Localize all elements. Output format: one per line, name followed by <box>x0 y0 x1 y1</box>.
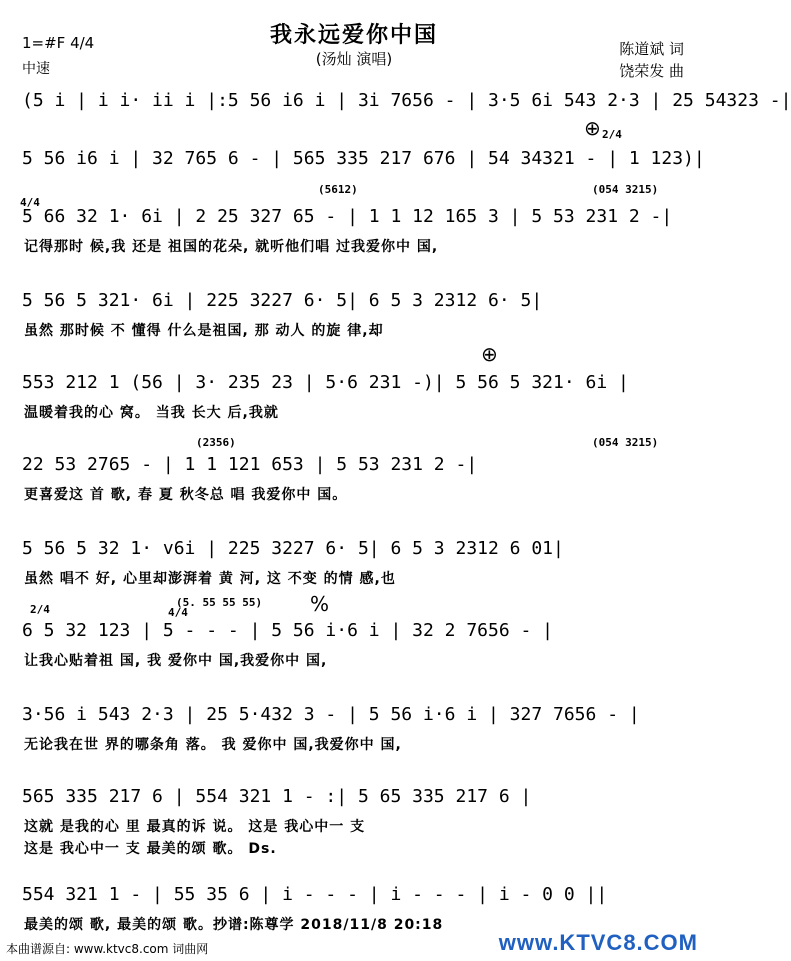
score-row-10-lyrics: 这就 是我的心 里 最真的诉 说。 这是 我心中一 支 <box>24 819 366 835</box>
composer-credit: 饶荣发 曲 <box>619 62 684 80</box>
lyricist-credit: 陈道斌 词 <box>619 40 684 58</box>
segno-sign: % <box>310 592 330 616</box>
score-row-4-lyrics: 虽然 那时候 不 懂得 什么是祖国, 那 动人 的旋 律,却 <box>24 323 384 339</box>
score-row-8-notes: 6 5 32 123 | 5 - - - | 5 56 i·6 i | 32 2 7656 - | <box>22 620 554 641</box>
score-row-9-notes: 3·56 i 543 2·3 | 25 5·432 3 - | 5 56 i·6 i | 327 7656 - | <box>22 704 640 725</box>
score-row-3-notes: 5 66 32 1· 6i | 2 25 327 65 - | 1 1 12 165 3 | 5 53 231 2 -| <box>22 206 673 227</box>
annotation-intro-b: (054 3215) <box>592 183 659 196</box>
score-row-9-lyrics: 无论我在世 界的哪条角 落。 我 爱你中 国,我爱你中 国, <box>24 737 402 753</box>
score-row-3-lyrics: 记得那时 候,我 还是 祖国的花朵, 就听他们唱 过我爱你中 国, <box>24 239 439 255</box>
score-row-11-lyrics: 最美的颂 歌, 最美的颂 歌。抄谱:陈尊学 2018/11/8 20:18 <box>24 917 444 933</box>
annotation-mid-a: (2356) <box>196 436 236 449</box>
tempo-marking: 中速 <box>22 61 50 77</box>
score-row-7-lyrics: 虽然 唱不 好, 心里却澎湃着 黄 河, 这 不变 的情 感,也 <box>24 571 396 587</box>
coda-sign-2: ⊕ <box>481 342 498 366</box>
score-row-10-notes: 565 335 217 6 | 554 321 1 - :| 5 65 335 217 6 | <box>22 786 532 807</box>
source-footer: 本曲谱源自: www.ktvc8.com 词曲网 <box>6 942 209 956</box>
score-row-6-lyrics: 更喜爱这 首 歌, 春 夏 秋冬总 唱 我爱你中 国。 <box>24 487 348 503</box>
score-row-8-lyrics: 让我心贴着祖 国, 我 爱你中 国,我爱你中 国, <box>24 653 328 669</box>
score-row-5-lyrics: 温暖着我的心 窝。 当我 长大 后,我就 <box>24 405 279 421</box>
score-row-11-notes: 554 321 1 - | 55 35 6 | i - - - | i - - - | i - 0 0 || <box>22 884 608 905</box>
score-row-6-notes: 22 53 2765 - | 1 1 121 653 | 5 53 231 2 -| <box>22 454 478 475</box>
annotation-bridge: (5. 55 55 55) <box>176 596 263 609</box>
watermark-logo: www.KTVC8.COM <box>498 930 698 955</box>
score-row-2-notes: 5 56 i6 i | 32 765 6 - | 565 335 217 676 | 54 34321 - | 1 123)| <box>22 148 705 169</box>
time-signature-2-4-a: 2/4 <box>602 128 622 141</box>
time-signature-4-4-b: 4/4 <box>168 606 188 619</box>
score-row-1-notes: (5 i | i i· ii i |:5 56 i6 i | 3i 7656 - | 3·5 6i 543 2·3 | 25 54323 -| <box>22 90 791 111</box>
page-title: 我永远爱你中国 <box>269 23 438 48</box>
score-row-7-notes: 5 56 5 32 1· v6i | 225 3227 6· 5| 6 5 3 2312 6 01| <box>22 538 564 559</box>
key-signature: 1=#F 4/4 <box>22 34 95 52</box>
annotation-mid-b: (054 3215) <box>592 436 659 449</box>
time-signature-2-4-b: 2/4 <box>30 603 50 616</box>
annotation-intro-a: (5612) <box>318 183 358 196</box>
score-row-10-lyrics-verse2: 这是 我心中一 支 最美的颂 歌。 Ds. <box>24 841 277 857</box>
coda-sign-1: ⊕ <box>584 116 601 140</box>
page-subtitle: (汤灿 演唱) <box>315 50 393 68</box>
score-row-5-notes: 553 212 1 (56 | 3· 235 23 | 5·6 231 -)| 5 56 5 321· 6i | <box>22 372 629 393</box>
time-signature-4-4-a: 4/4 <box>20 196 40 209</box>
score-row-4-notes: 5 56 5 321· 6i | 225 3227 6· 5| 6 5 3 2312 6· 5| <box>22 290 543 311</box>
